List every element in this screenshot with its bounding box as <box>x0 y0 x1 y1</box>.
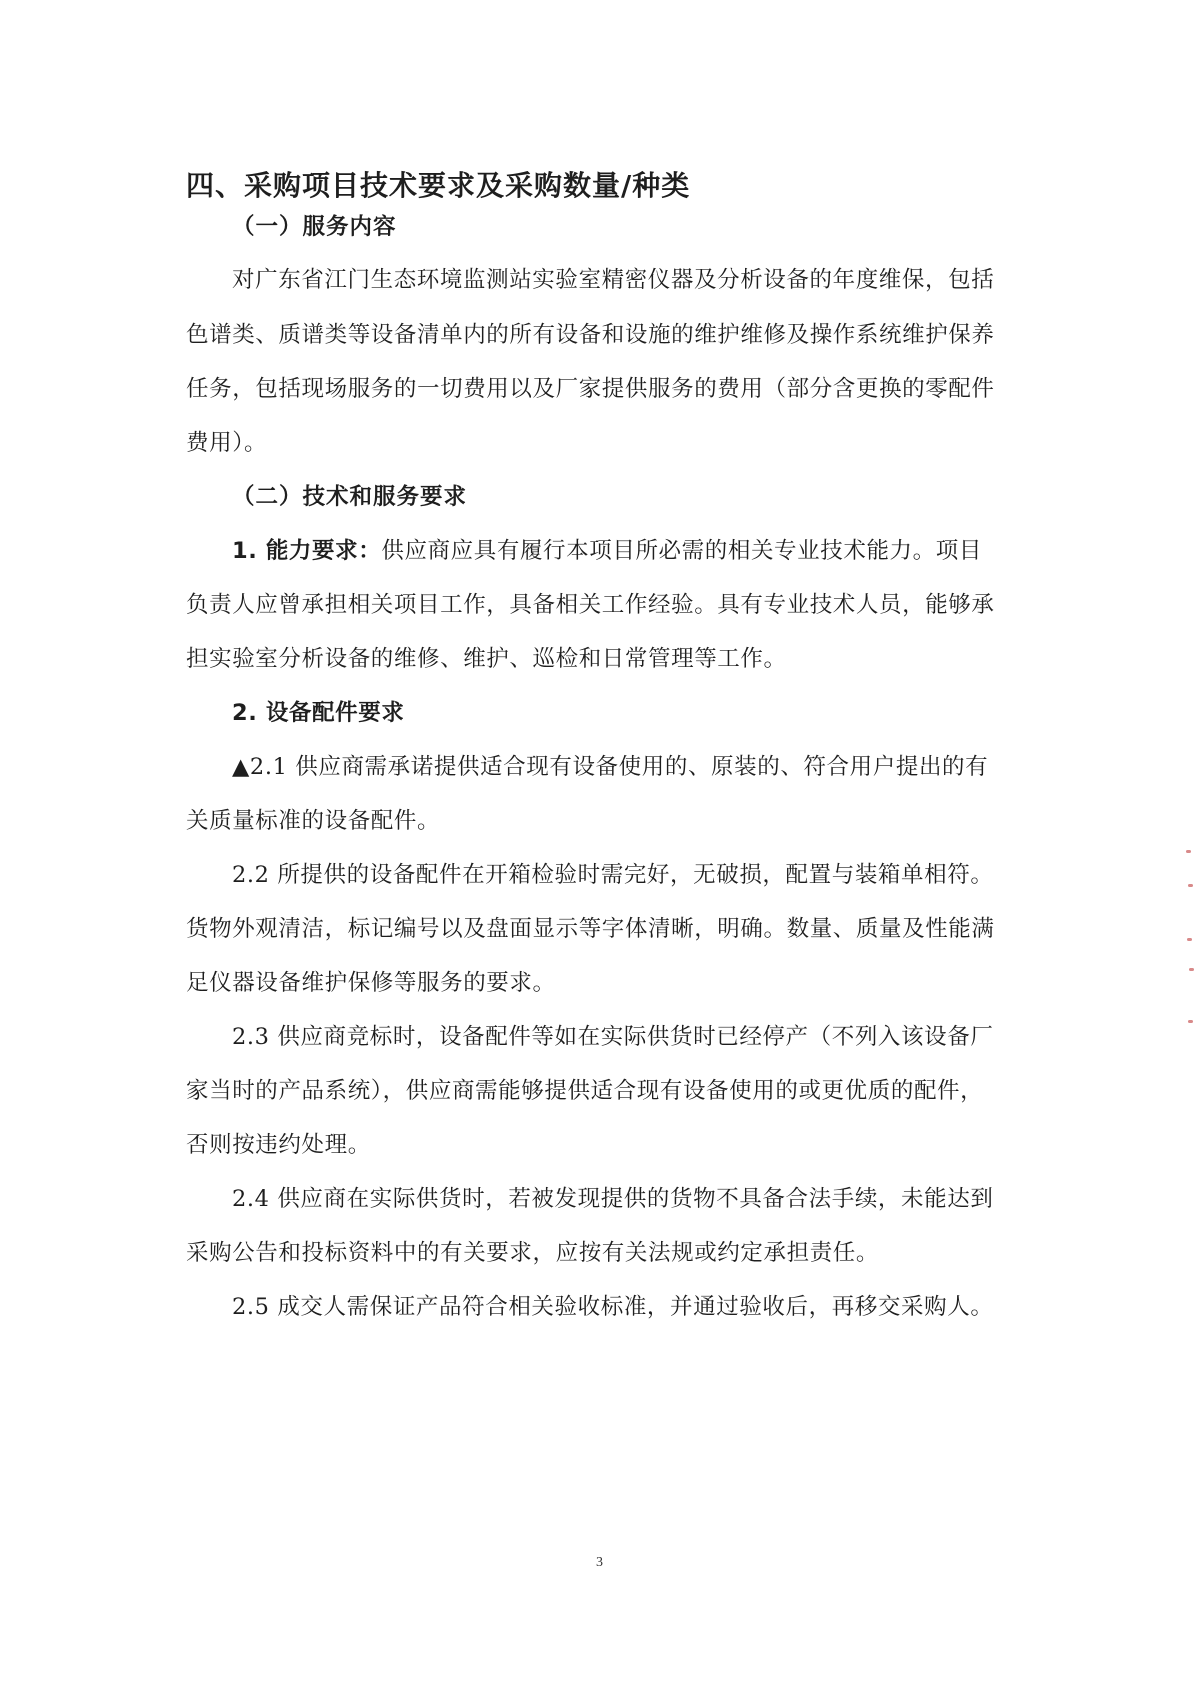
paragraph-line: 否则按违约处理。 <box>186 1132 371 1158</box>
paragraph-line: 2.4 供应商在实际供货时，若被发现提供的货物不具备合法手续，未能达到 <box>232 1186 994 1212</box>
paragraph-line: 担实验室分析设备的维修、维护、巡检和日常管理等工作。 <box>186 646 787 672</box>
capability-label: 1. 能力要求： <box>232 538 382 564</box>
paragraph-line: ▲2.1 供应商需承诺提供适合现有设备使用的、原装的、符合用户提出的有 <box>232 754 989 780</box>
paragraph-line: 负责人应曾承担相关项目工作，具备相关工作经验。具有专业技术人员，能够承 <box>186 592 995 618</box>
paragraph-line: 2.2 所提供的设备配件在开箱检验时需完好，无破损，配置与装箱单相符。 <box>232 862 994 888</box>
parts-heading: 2. 设备配件要求 <box>232 700 405 726</box>
paragraph-line: 任务，包括现场服务的一切费用以及厂家提供服务的费用（部分含更换的零配件 <box>186 376 995 402</box>
paragraph-line: 采购公告和投标资料中的有关要求，应按有关法规或约定承担责任。 <box>186 1240 880 1266</box>
paragraph-line: 对广东省江门生态环境监测站实验室精密仪器及分析设备的年度维保，包括 <box>232 267 995 293</box>
paragraph-line: 关质量标准的设备配件。 <box>186 808 441 834</box>
paragraph-line: 足仪器设备维护保修等服务的要求。 <box>186 970 556 996</box>
service-heading: （一）服务内容 <box>232 214 397 240</box>
tech-heading: （二）技术和服务要求 <box>232 484 468 510</box>
section-title: 四、采购项目技术要求及采购数量/种类 <box>186 169 691 202</box>
capability-text: 供应商应具有履行本项目所必需的相关专业技术能力。项目 <box>381 538 982 564</box>
paragraph-line: 2.3 供应商竞标时，设备配件等如在实际供货时已经停产（不列入该设备厂 <box>232 1024 994 1050</box>
paragraph-line: 色谱类、质谱类等设备清单内的所有设备和设施的维护维修及操作系统维护保养 <box>186 322 995 348</box>
page-number: 3 <box>596 1555 603 1570</box>
paragraph-line: 费用）。 <box>186 430 268 456</box>
seal-edge-marks <box>1186 850 1196 1030</box>
paragraph-line: 货物外观清洁，标记编号以及盘面显示等字体清晰，明确。数量、质量及性能满 <box>186 916 995 942</box>
paragraph-line: 家当时的产品系统），供应商需能够提供适合现有设备使用的或更优质的配件， <box>186 1078 984 1104</box>
capability-line <box>232 536 982 566</box>
paragraph-line: 2.5 成交人需保证产品符合相关验收标准，并通过验收后，再移交采购人。 <box>232 1294 994 1320</box>
